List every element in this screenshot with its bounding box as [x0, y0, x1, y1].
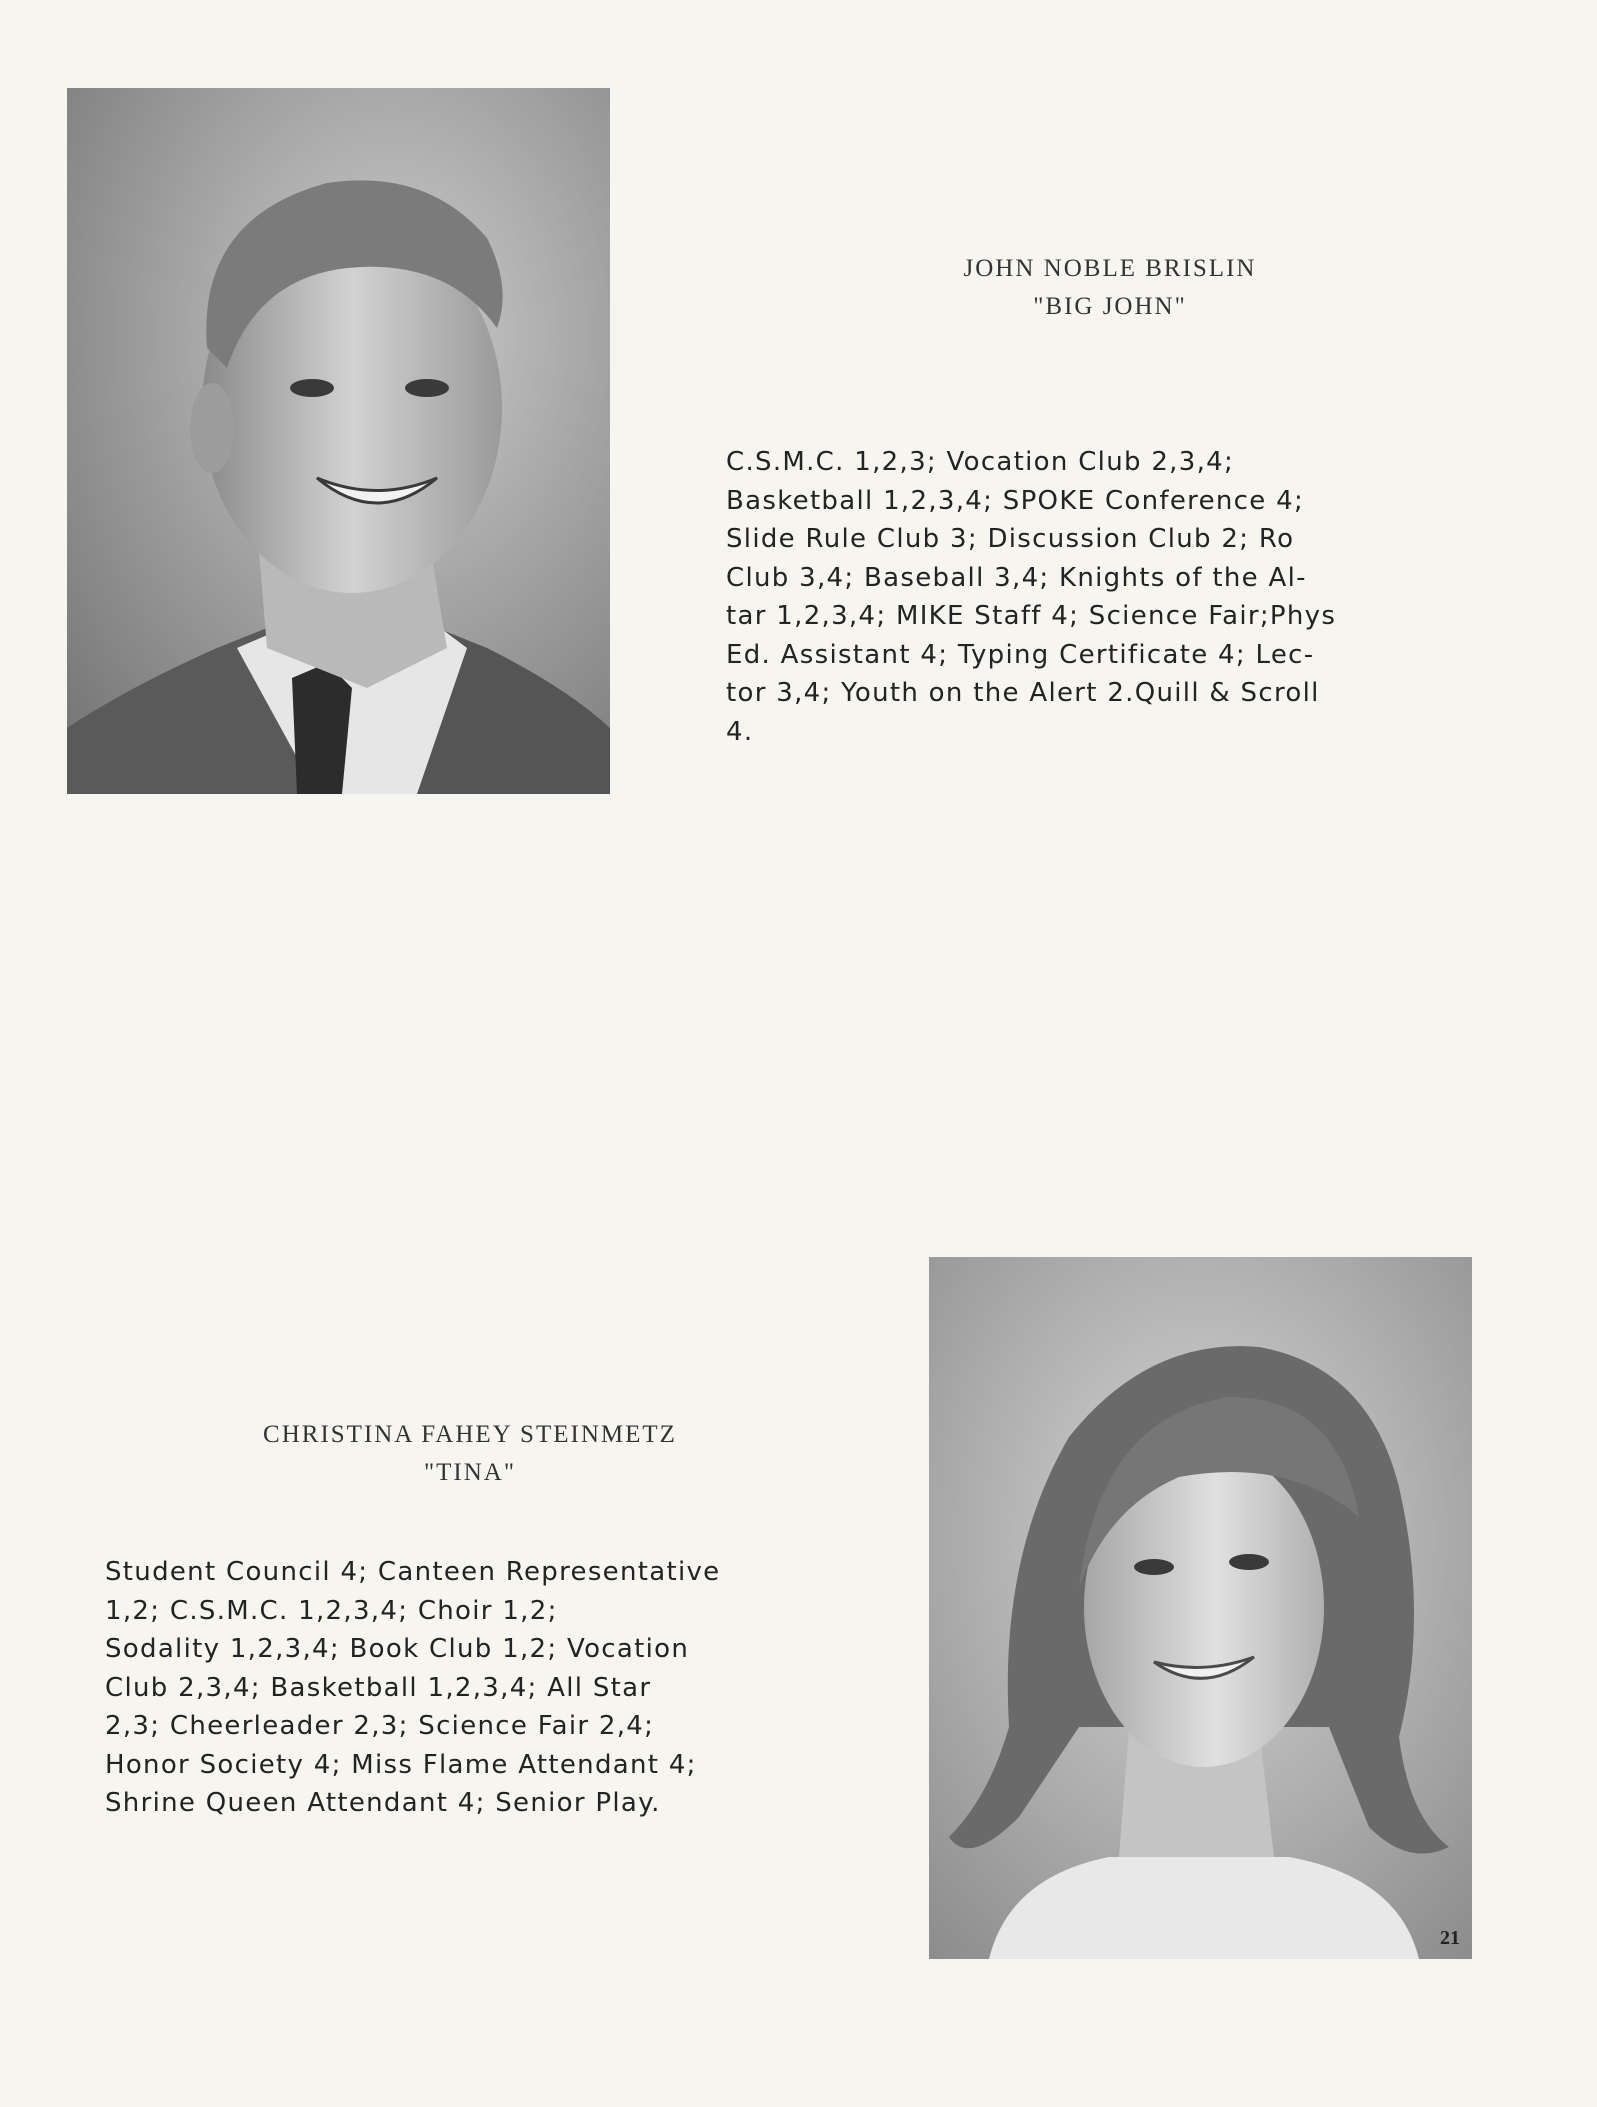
senior-nickname: "TINA"	[423, 1459, 517, 1486]
senior-name: JOHN NOBLE BRISLIN	[963, 255, 1257, 282]
activities-line: Sodality 1,2,3,4; Book Club 1,2; Vocation	[105, 1634, 690, 1664]
senior-name-block-christina	[160, 1416, 780, 1492]
activities-line: Basketball 1,2,3,4; SPOKE Conference 4;	[726, 485, 1304, 516]
senior-name-block-john	[860, 250, 1360, 326]
activities-line: Club 3,4; Baseball 3,4; Knights of the Al-	[726, 562, 1307, 593]
senior-portrait-john	[67, 88, 610, 794]
senior-portrait-christina	[929, 1257, 1472, 1959]
activities-line: Slide Rule Club 3; Discussion Club 2; Ro	[726, 524, 1295, 554]
senior-nickname: "BIG JOHN"	[1033, 293, 1187, 320]
activities-line: 1,2; C.S.M.C. 1,2,3,4; Choir 1,2;	[105, 1595, 558, 1626]
activities-line: tor 3,4; Youth on the Alert 2.Quill & Scroll	[726, 678, 1320, 708]
activities-line: Club 2,3,4; Basketball 1,2,3,4; All Star	[105, 1672, 652, 1703]
activities-line: C.S.M.C. 1,2,3; Vocation Club 2,3,4;	[726, 447, 1235, 477]
senior-activities-john	[726, 443, 1486, 751]
activities-line: Shrine Queen Attendant 4; Senior Play.	[105, 1788, 661, 1818]
activities-line: tar 1,2,3,4; MIKE Staff 4; Science Fair;Phys	[726, 601, 1337, 631]
senior-activities-christina	[105, 1553, 835, 1823]
senior-name: CHRISTINA FAHEY STEINMETZ	[263, 1421, 677, 1448]
activities-line: Student Council 4; Canteen Representative	[105, 1557, 721, 1587]
page-number: 21	[1440, 1927, 1460, 1949]
activities-line: 4.	[726, 716, 754, 747]
activities-line: Honor Society 4; Miss Flame Attendant 4;	[105, 1749, 697, 1780]
activities-line: Ed. Assistant 4; Typing Certificate 4; Lec-	[726, 639, 1315, 670]
activities-line: 2,3; Cheerleader 2,3; Science Fair 2,4;	[105, 1711, 655, 1741]
